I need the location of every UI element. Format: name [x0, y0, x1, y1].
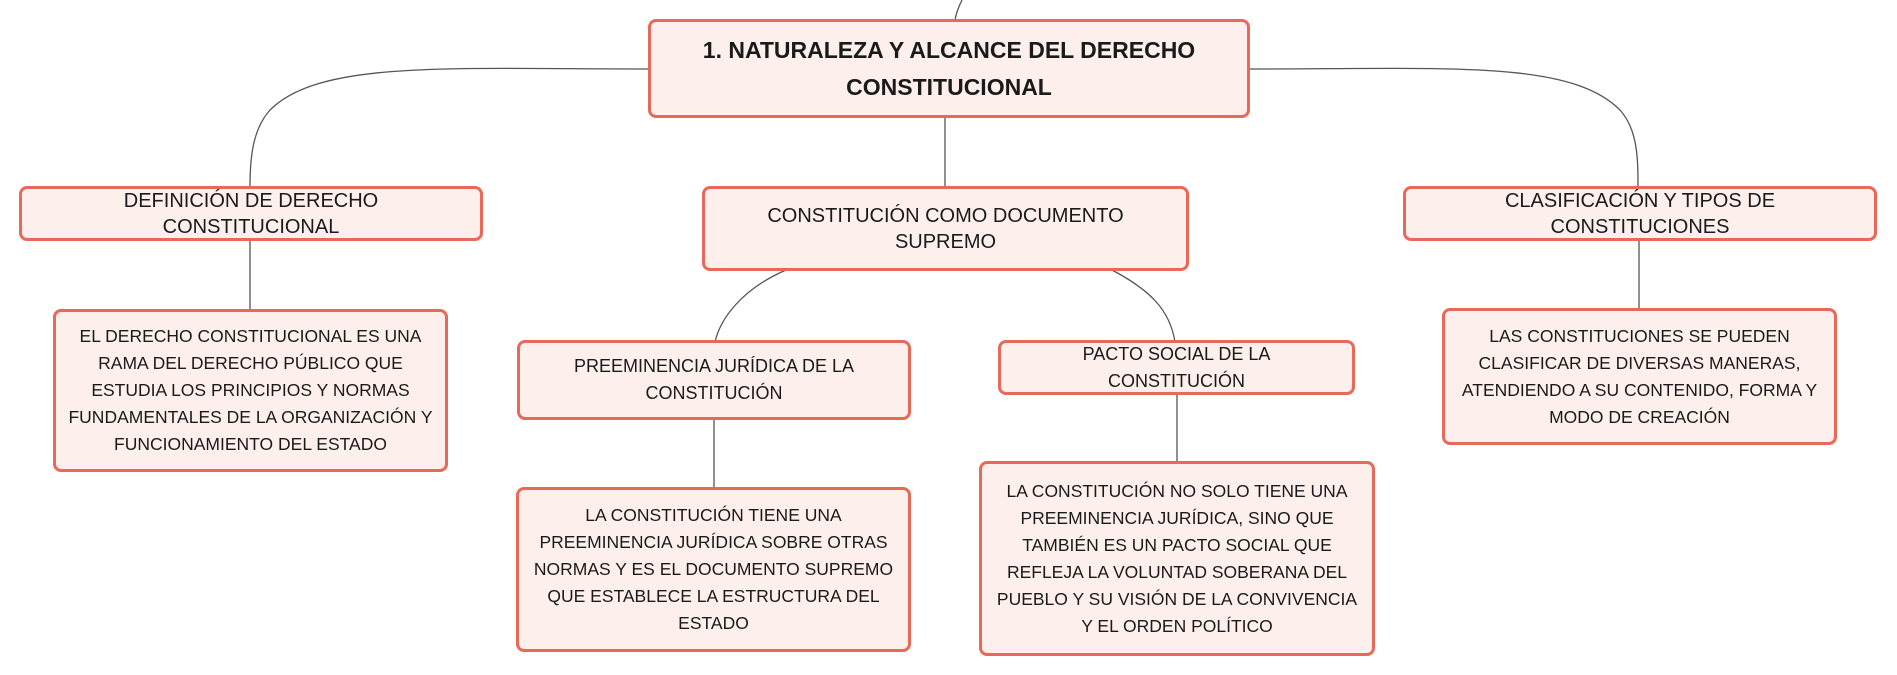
topic-definicion[interactable]: [19, 186, 483, 241]
detail-definicion-text: EL DERECHO CONSTITUCIONAL ES UNA RAMA DEL DERECHO PÚBLICO QUE ESTUDIA LOS PRINCIPIOS Y NORMAS FUNDAMENTALES DE LA ORGANIZACIÓN Y FUNCIONAMIENTO DEL ESTADO: [68, 326, 433, 454]
subtopic-pacto-label: PACTO SOCIAL DE LA CONSTITUCIÓN: [1082, 343, 1271, 391]
connector-top-stub: [955, 0, 962, 20]
connector-root-to-definicion: [250, 68, 648, 187]
detail-preeminencia-text: LA CONSTITUCIÓN TIENE UNA PREEMINENCIA JURÍDICA SOBRE OTRAS NORMAS Y ES EL DOCUMENTO SUPREMO QUE ESTABLECE LA ESTRUCTURA DEL ESTADO: [533, 505, 894, 633]
connector-constitucion-to-preeminencia: [715, 270, 786, 342]
topic-constitucion-label: CONSTITUCIÓN COMO DOCUMENTO SUPREMO: [767, 204, 1124, 253]
topic-clasificacion[interactable]: [1403, 186, 1877, 241]
detail-clasificacion-text: LAS CONSTITUCIONES SE PUEDEN CLASIFICAR DE DIVERSAS MANERAS, ATENDIENDO A SU CONTENIDO, FORMA Y MODO DE CREACIÓN: [1461, 325, 1818, 427]
subtopic-preeminencia[interactable]: [517, 340, 911, 420]
detail-preeminencia[interactable]: [516, 487, 911, 652]
detail-definicion[interactable]: [53, 309, 448, 472]
topic-definicion-label: DEFINICIÓN DE DERECHO CONSTITUCIONAL: [123, 189, 379, 238]
topic-constitucion-documento-supremo[interactable]: [702, 186, 1189, 271]
subtopic-preeminencia-label: PREEMINENCIA JURÍDICA DE LA CONSTITUCIÓN: [573, 356, 855, 403]
detail-clasificacion[interactable]: [1442, 308, 1837, 445]
root-node-label: 1. NATURALEZA Y ALCANCE DEL DERECHO CONSTITUCIONAL: [702, 36, 1196, 100]
detail-pacto-text: LA CONSTITUCIÓN NO SOLO TIENE UNA PREEMINENCIA JURÍDICA, SINO QUE TAMBIÉN ES UN PACTO SOCIAL QUE REFLEJA LA VOLUNTAD SOBERANA DEL PUEBLO Y SU VISIÓN DE LA CONVIVENCIA Y EL ORDEN POLÍTICO: [996, 480, 1358, 636]
subtopic-pacto-social[interactable]: [998, 340, 1355, 395]
topic-clasificacion-label: CLASIFICACIÓN Y TIPOS DE CONSTITUCIONES: [1504, 189, 1776, 238]
detail-pacto-social[interactable]: [979, 461, 1375, 656]
connector-root-to-clasificacion: [1250, 68, 1638, 187]
connector-constitucion-to-pacto: [1112, 270, 1175, 342]
root-node[interactable]: [648, 19, 1250, 118]
